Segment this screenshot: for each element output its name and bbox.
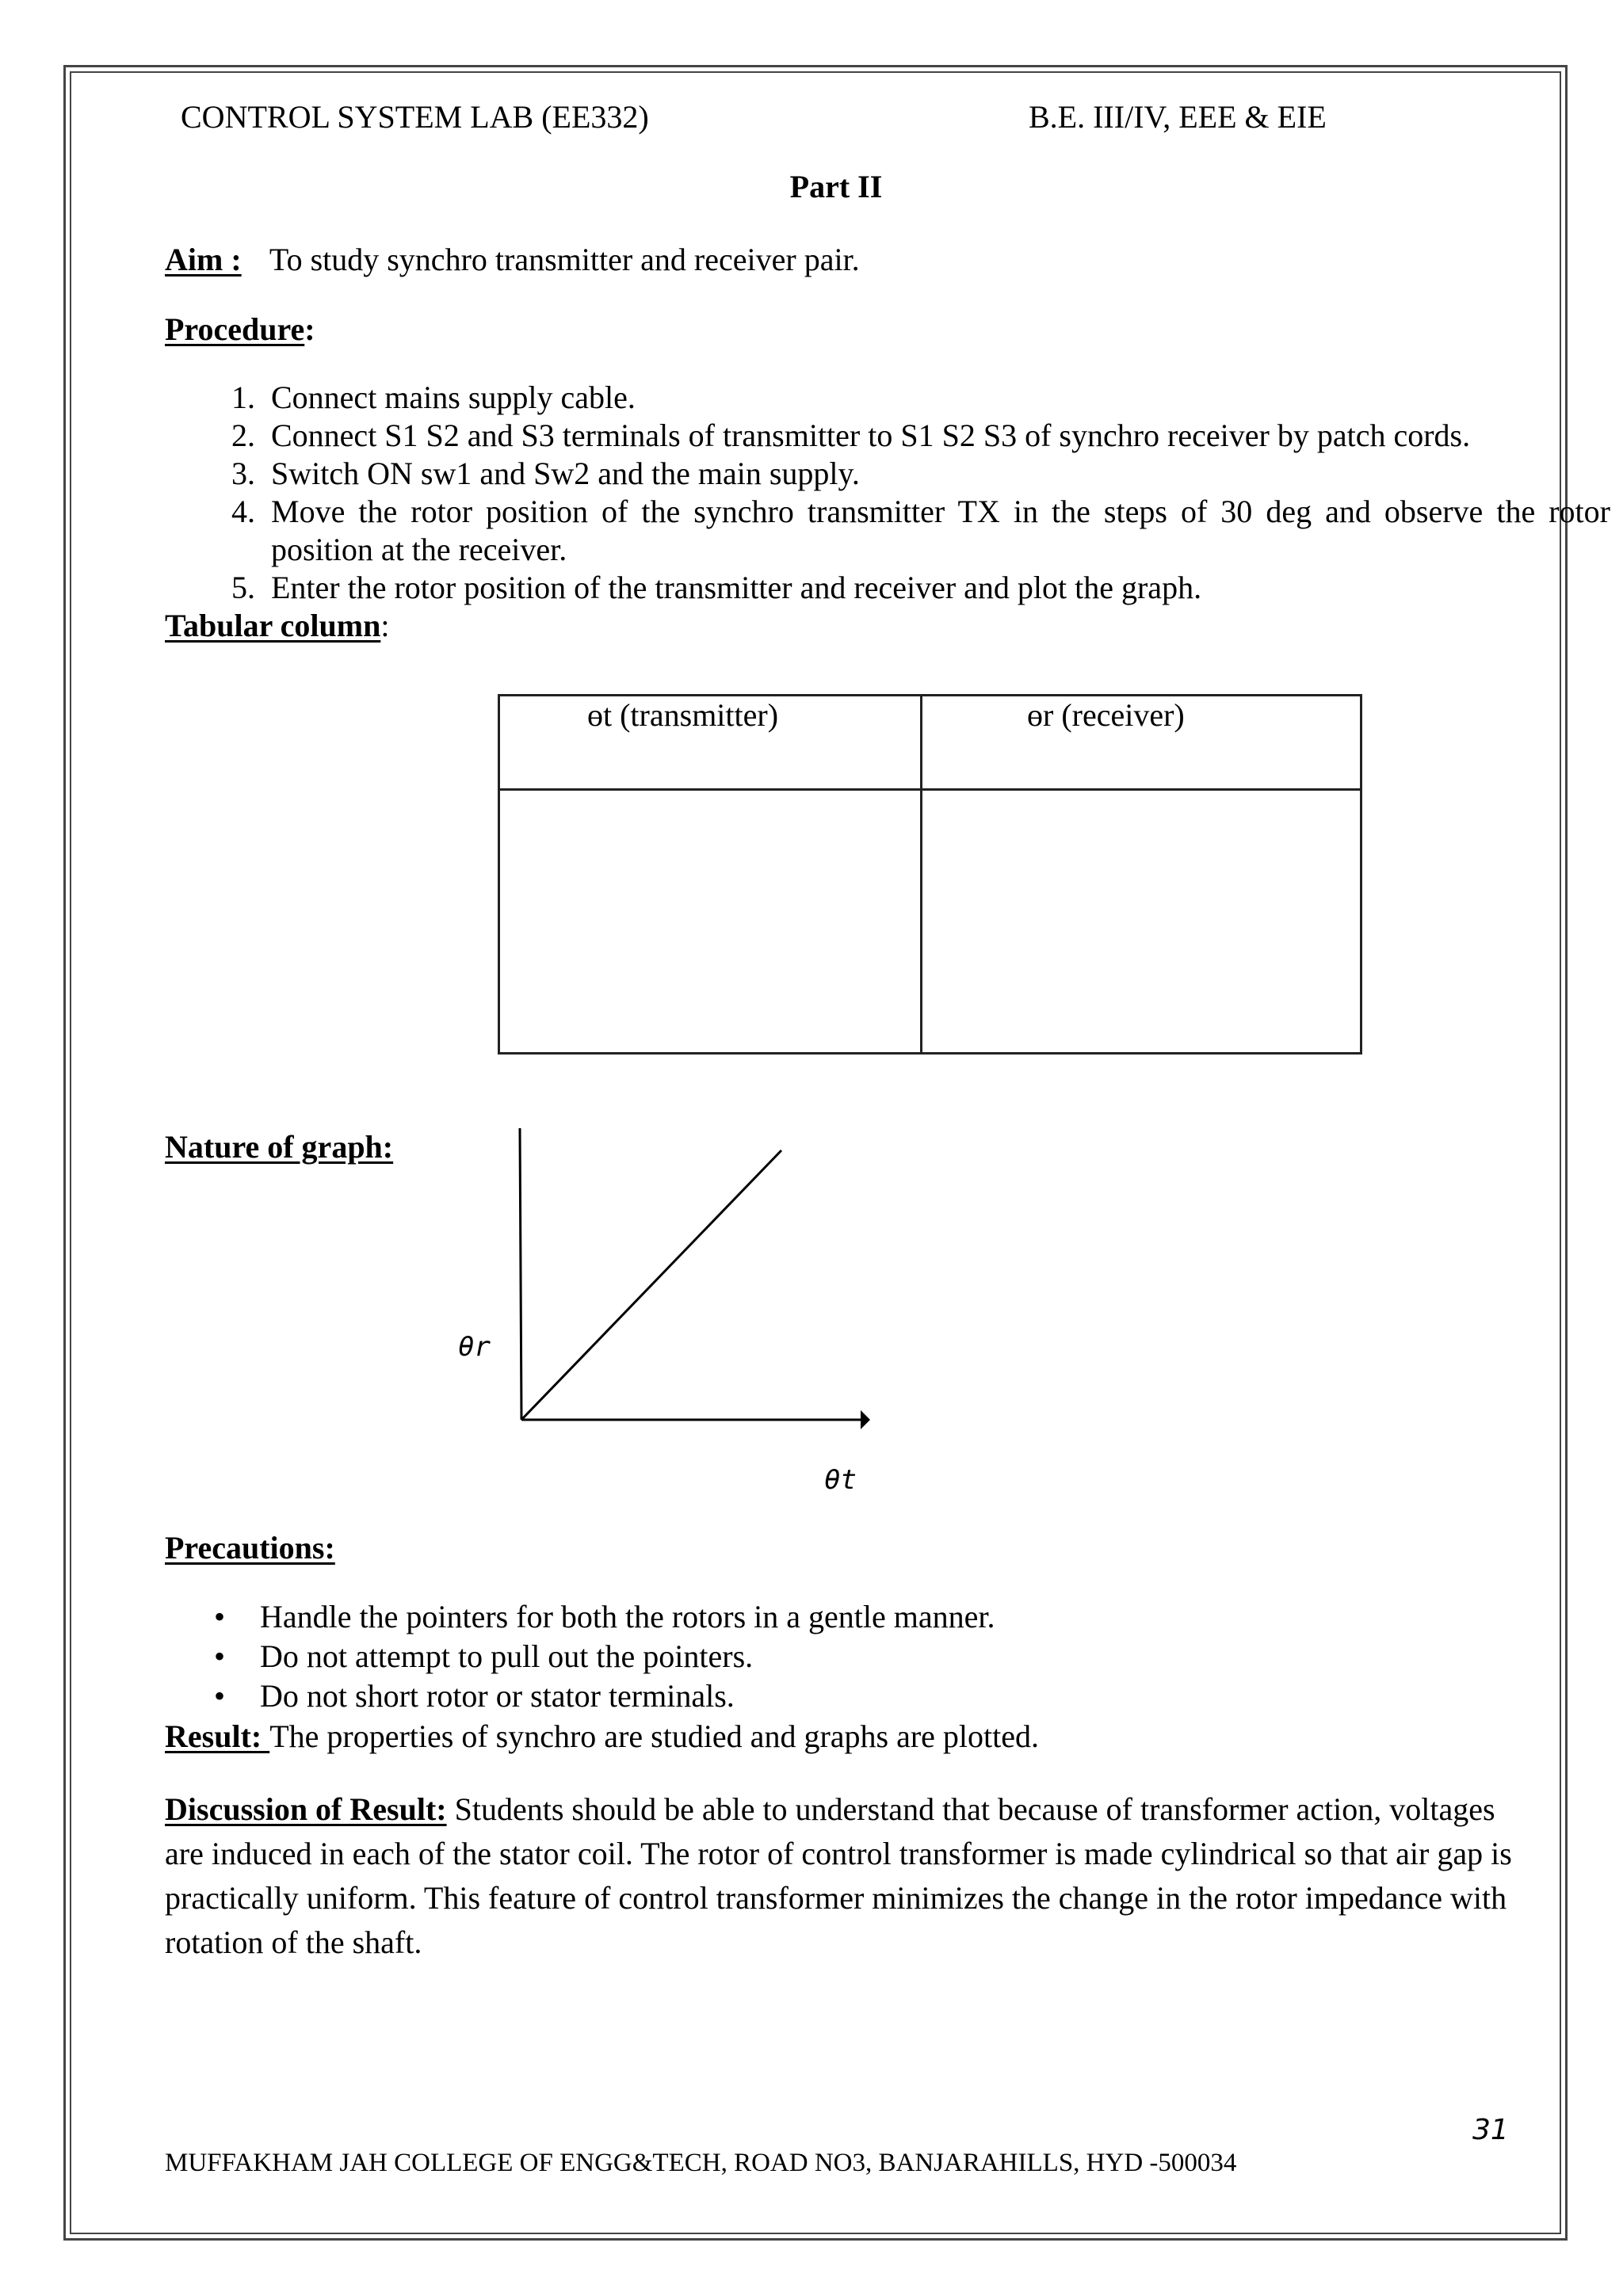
precaution-item: • Do not attempt to pull out the pointers. xyxy=(260,1637,1607,1676)
aim-text: To study synchro transmitter and receiver pair. xyxy=(269,242,860,277)
result-section xyxy=(165,1718,1039,1756)
graph-label: Nature of graph: xyxy=(165,1129,394,1165)
aim-label: Aim : xyxy=(165,242,242,277)
table-cell-transmitter xyxy=(499,790,922,1054)
tabular-label: Tabular column xyxy=(165,608,381,643)
procedure-step: 4. Move the rotor position of the synchro transmitter TX in the steps of 30 deg and observe the rotor position at the receiver. xyxy=(263,493,1610,569)
procedure-label: Procedure xyxy=(165,311,305,347)
procedure-heading: Procedure: xyxy=(165,311,315,347)
result-label: Result: xyxy=(165,1718,270,1754)
procedure-step: 1. Connect mains supply cable. xyxy=(263,379,1610,417)
x-axis-label: θt xyxy=(824,1464,857,1496)
table-header-row xyxy=(499,696,1361,790)
result-text: The properties of synchro are studied and graphs are plotted. xyxy=(269,1718,1039,1754)
discussion-section xyxy=(165,1787,1512,1965)
y-axis-line xyxy=(520,1128,521,1420)
arrow-icon xyxy=(861,1410,870,1429)
precautions-label: Precautions: xyxy=(165,1530,335,1566)
nature-graph-frame xyxy=(491,1117,888,1497)
procedure-step: 3. Switch ON sw1 and Sw2 and the main supply. xyxy=(263,455,1610,493)
y-axis-label: θr xyxy=(458,1331,491,1363)
header-class: B.E. III/IV, EEE & EIE xyxy=(1029,99,1327,135)
footer-address: MUFFAKHAM JAH COLLEGE OF ENGG&TECH, ROAD NO3, BANJARAHILLS, HYD -500034 xyxy=(165,2149,1237,2177)
precaution-item: • Handle the pointers for both the rotors in a gentle manner. xyxy=(260,1597,1607,1637)
table-cell-receiver xyxy=(922,790,1361,1054)
part-title: Part II xyxy=(789,169,883,204)
table-header-transmitter: ɵt (transmitter) xyxy=(499,696,922,790)
discussion-label: Discussion of Result: xyxy=(165,1791,447,1827)
procedure-list xyxy=(166,379,1610,607)
aim-section xyxy=(165,241,860,279)
header-course: CONTROL SYSTEM LAB (EE332) xyxy=(181,99,649,135)
table-header-receiver: ɵr (receiver) xyxy=(922,696,1361,790)
precautions-list xyxy=(166,1597,1607,1716)
procedure-step: 5. Enter the rotor position of the transmitter and receiver and plot the graph. xyxy=(263,569,1610,607)
observation-table xyxy=(498,694,1362,1055)
graph-line xyxy=(521,1150,781,1420)
table-row xyxy=(499,790,1361,1054)
procedure-step: 2. Connect S1 S2 and S3 terminals of transmitter to S1 S2 S3 of synchro receiver by patch cords. xyxy=(263,417,1610,455)
discussion-text: Students should be able to understand that because of transformer action, voltages are induced in each of the stator coil. The rotor of control transformer is made cylindrical so that air gap is practically uniform. This feature of control transformer minimizes the change in the rotor impedance with rotation of the shaft. xyxy=(165,1791,1512,1960)
precaution-item: • Do not short rotor or stator terminals. xyxy=(260,1676,1607,1716)
page-number: 31 xyxy=(1472,2114,1509,2146)
tabular-heading: Tabular column: xyxy=(165,608,390,643)
